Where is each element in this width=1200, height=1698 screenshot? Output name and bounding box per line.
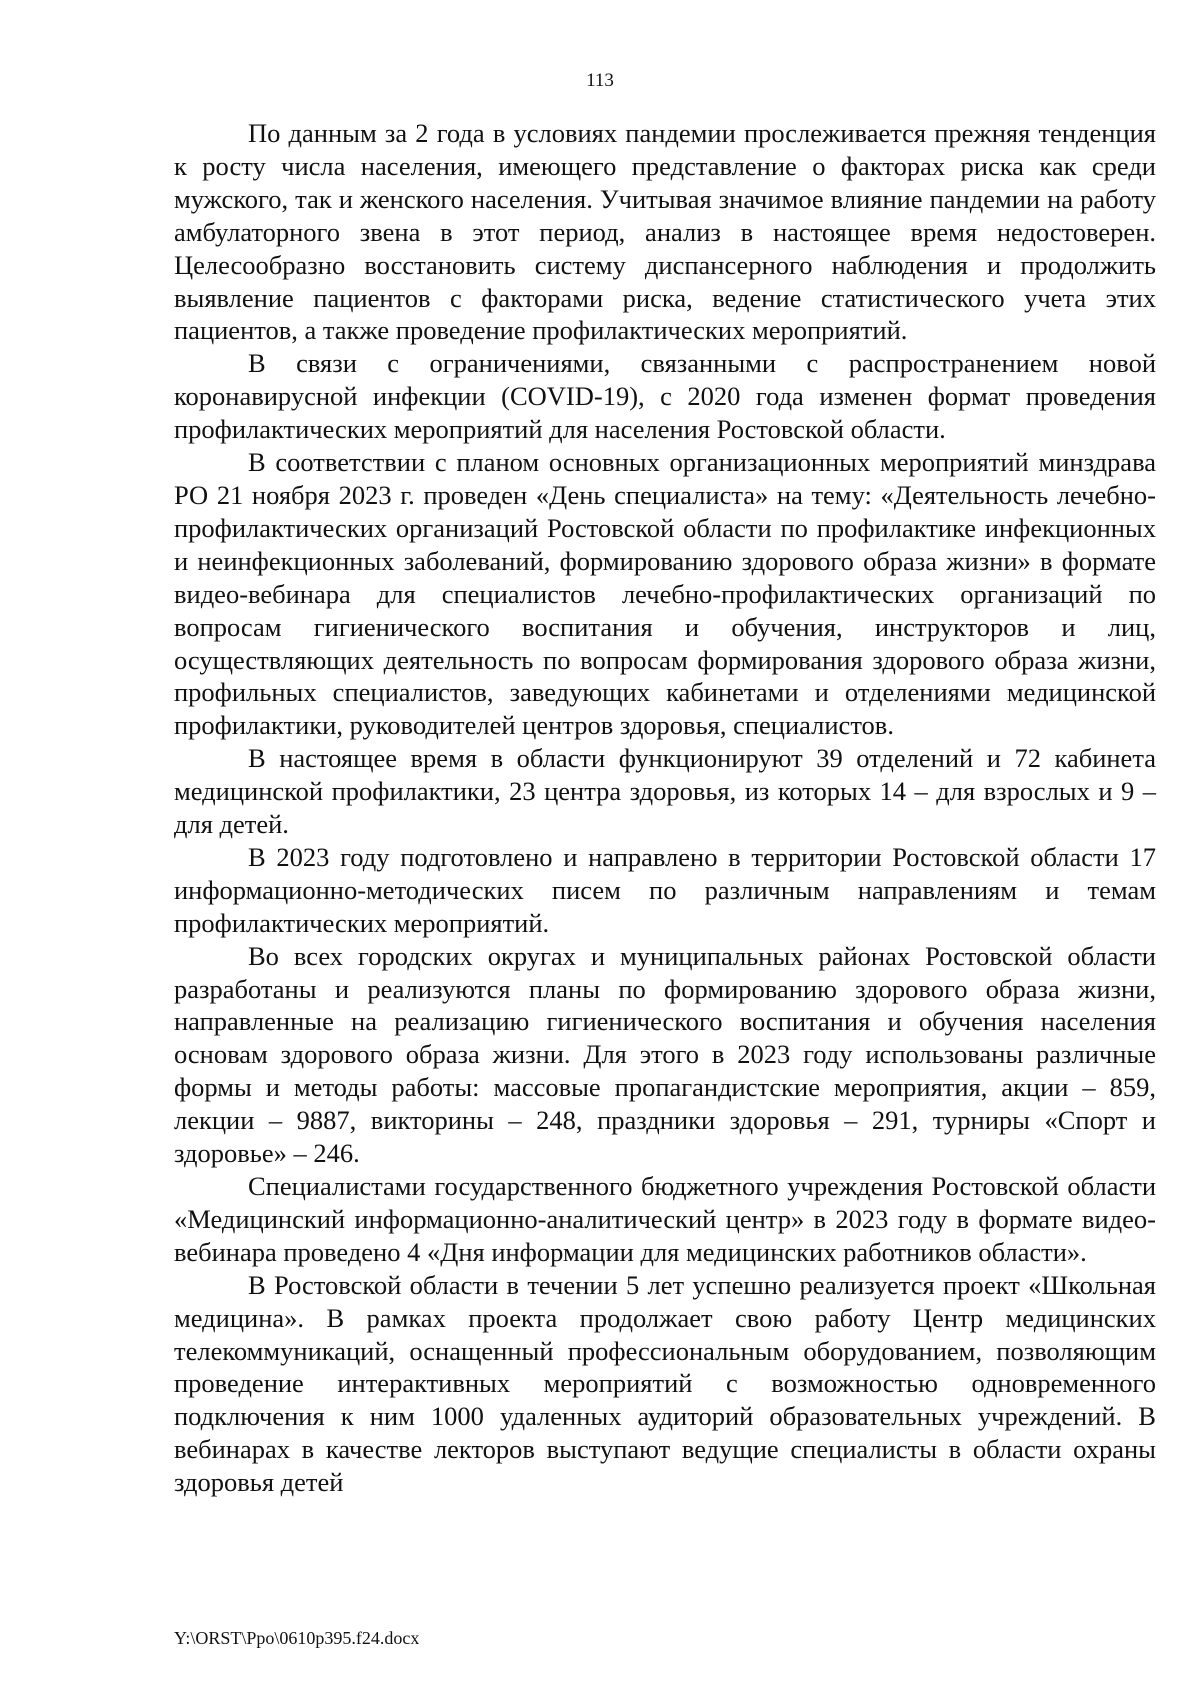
footer-file-path: Y:\ORST\Ppo\0610p395.f24.docx (174, 1628, 420, 1648)
paragraph-pandemic-risk-factors: По данным за 2 года в условиях пандемии прослеживается прежняя тенденция к росту числа населения, имеющего представление о факторах риска как среди мужского, так и женского населения. Учитывая значимое влияние пандемии на работу амбулаторного звена в этот период, анализ в настоящее время недостоверен. Целесообразно восстановить систему диспансерного наблюдения и продолжить выявление пациентов с факторами риска, ведение статистического учета этих пациентов, а также проведение профилактических мероприятий. (174, 118, 1156, 346)
paragraph-school-medicine: В Ростовской области в течении 5 лет успешно реализуется проект «Школьная медицина». В рамках проекта продолжает свою работу Центр медицинских телекоммуникаций, оснащенный профессиональным оборудованием, позволяющим проведение интерактивных мероприятий с возможностью одновременного подключения к ним 1000 удаленных аудиторий образовательных учреждений. В вебинарах в качестве лекторов выступают ведущие специалисты в области охраны здоровья детей (174, 1269, 1156, 1498)
paragraph-info-letters: В 2023 году подготовлено и направлено в территории Ростовской области 17 информационно-методических писем по различным направлениям и темам профилактических мероприятий. (174, 841, 1156, 938)
paragraph-covid-format-change: В связи с ограничениями, связанными с распространением новой коронавирусной инфекции (COVID-19), с 2020 года изменен формат проведения профилактических мероприятий для населения Ростовской области. (174, 348, 1156, 445)
paragraph-healthy-lifestyle-plans: Во всех городских округах и муниципальных районах Ростовской области разработаны и реализуются планы по формированию здорового образа жизни, направленные на реализацию гигиенического воспитания и обучения населения основам здорового образа жизни. Для этого в 2023 году использованы различные формы и методы работы: массовые пропагандистские мероприятия, акции – 859, лекции – 9887, викторины – 248, праздники здоровья – 291, турниры «Спорт и здоровье» – 246. (174, 940, 1156, 1169)
paragraph-info-days: Специалистами государственного бюджетного учреждения Ростовской области «Медицинский информационно-аналитический центр» в 2023 году в формате видео-вебинара проведено 4 «Дня информации для медицинских работников области». (174, 1171, 1156, 1267)
document-body (174, 117, 1156, 1499)
page-number: 113 (586, 70, 614, 91)
paragraph-prevention-units: В настоящее время в области функционируют 39 отделений и 72 кабинета медицинской профилактики, 23 центра здоровья, из которых 14 – для взрослых и 9 – для детей. (174, 743, 1156, 840)
paragraph-specialist-day: В соответствии с планом основных организационных мероприятий минздрава РО 21 ноября 2023 г. проведен «День специалиста» на тему: «Деятельность лечебно-профилактических организаций Ростовской области по профилактике инфекционных и неинфекционных заболеваний, формированию здорового образа жизни» в формате видео-вебинара для специалистов лечебно-профилактических организаций по вопросам гигиенического воспитания и обучения, инструкторов и лиц, осуществляющих деятельность по вопросам формирования здорового образа жизни, профильных специалистов, заведующих кабинетами и отделениями медицинской профилактики, руководителей центров здоровья, специалистов. (174, 447, 1156, 741)
